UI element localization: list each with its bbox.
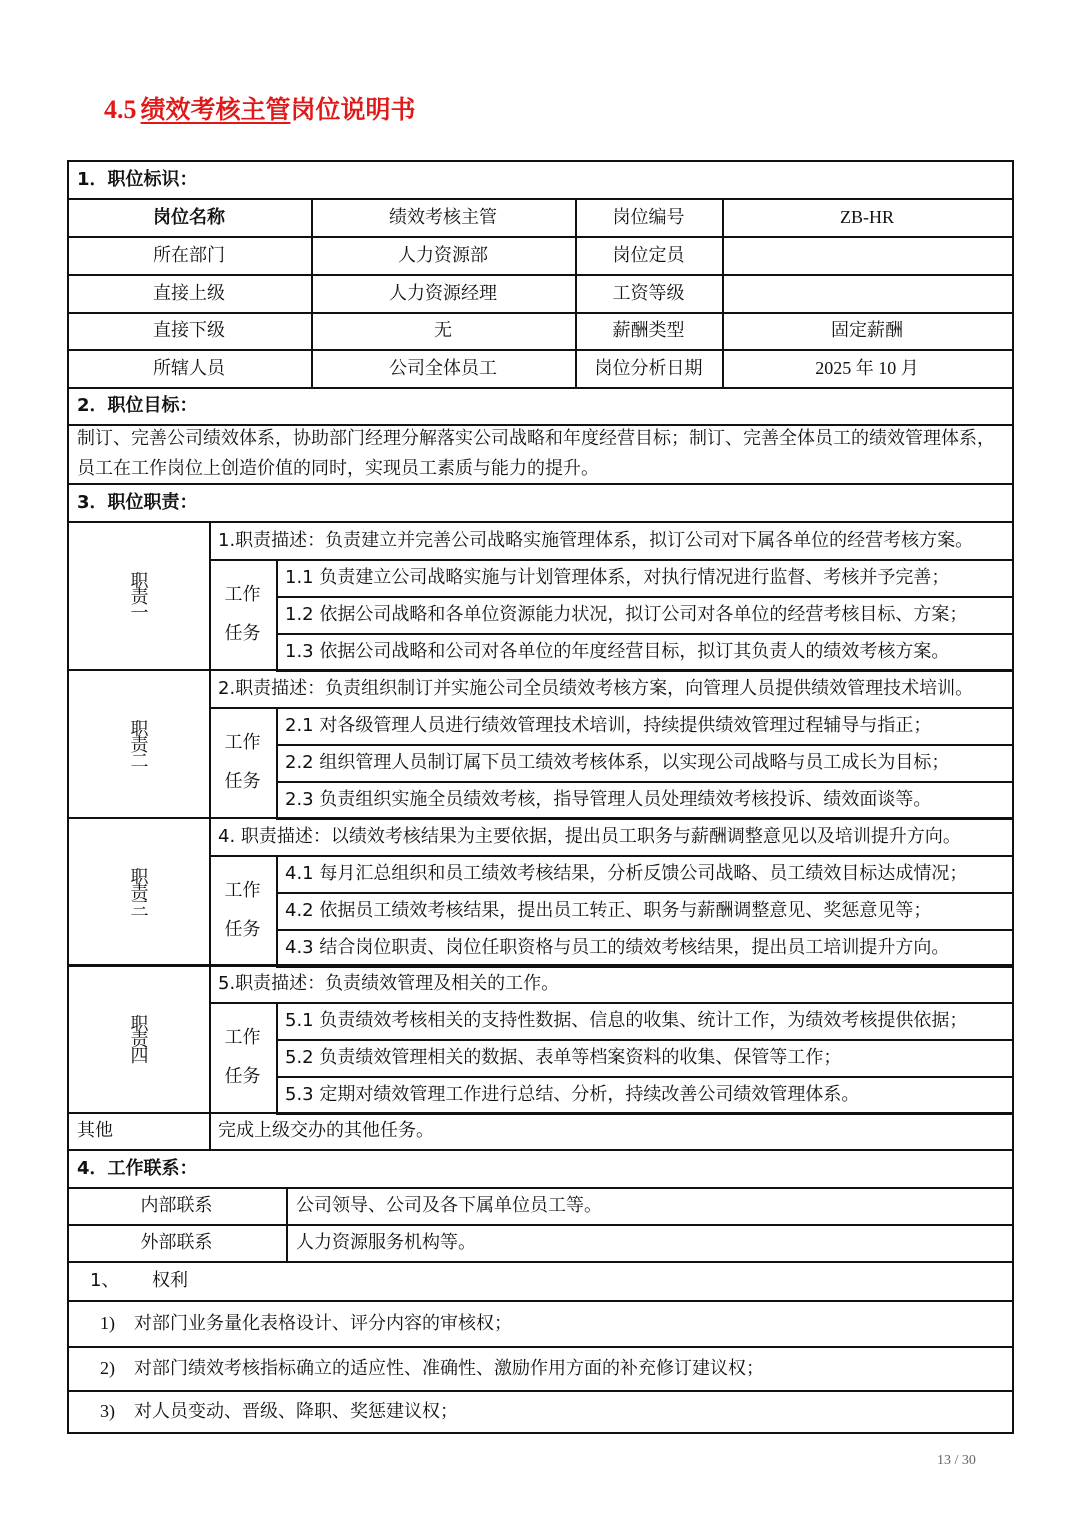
task-label-line: 工作 [224,1027,261,1048]
task-item: 4.2 依据员工绩效考核结果，提出员工转正、职务与薪酬调整意见、奖惩意见等； [285,900,932,921]
task-label [209,559,276,669]
section-number: 4.5 [104,95,137,124]
rights-number: 3) [100,1400,115,1421]
title-rest: 岗位说明书 [290,95,416,124]
task-item: 4.3 结合岗位职责、岗位任职资格与员工的绩效考核结果，提出员工培训提升方向。 [285,937,950,958]
task-item: 5.3 定期对绩效管理工作进行总结、分析，持续改善公司绩效管理体系。 [285,1084,860,1105]
page-title [104,90,416,126]
other-text: 完成上级交办的其他任务。 [218,1120,434,1141]
title-underlined: 绩效考核主管 [140,95,291,124]
task-item: 2.2 组织管理人员制订属下员工绩效考核体系，以实现公司战略与员工成长为目标； [285,752,950,773]
field-label: 岗位分析日期 [594,357,703,379]
field-value: 人力资源经理 [389,282,497,304]
task-label-line: 任务 [224,1066,261,1087]
field-label: 工资等级 [612,282,685,304]
task-label-line: 任务 [224,771,261,792]
field-value [722,274,1012,312]
rights-item: 对人员变动、晋级、降职、奖惩建议权； [134,1400,458,1422]
field-value: 2025 年 10 月 [815,357,919,378]
duty-description: 1.职责描述：负责建立并完善公司战略实施管理体系，拟订公司对下属各单位的经营考核方案。 [218,529,974,551]
rights-item: 对部门业务量化表格设计、评分内容的审核权； [134,1312,512,1334]
task-label [209,707,276,817]
field-value [722,236,1012,274]
task-label [209,855,276,965]
task-label-line: 工作 [224,584,261,605]
task-item: 5.2 负责绩效管理相关的数据、表单等档案资料的收集、保管等工作； [285,1047,842,1068]
other-label: 其他 [77,1120,113,1141]
contact-label: 外部联系 [140,1232,213,1253]
field-label: 直接下级 [153,320,225,341]
section-heading: 4．工作联系： [77,1157,198,1179]
rights-item: 对部门绩效考核指标确立的适应性、准确性、激励作用方面的补充修订建议权； [134,1357,764,1379]
task-label [209,1002,276,1112]
section-heading: 3．职位职责： [77,491,198,513]
field-label: 岗位编号 [612,206,685,228]
duty-description: 4. 职责描述：以绩效考核结果为主要依据，提出员工职务与薪酬调整意见以及培训提升方向。 [218,825,961,847]
task-item: 2.1 对各级管理人员进行绩效管理技术培训，持续提供绩效管理过程辅导与指正； [285,715,932,736]
field-value: 人力资源部 [398,244,488,266]
field-label: 岗位名称 [153,206,225,228]
task-label-line: 任务 [224,623,261,644]
contact-label: 内部联系 [140,1195,213,1216]
section-heading: 2．职位目标： [77,395,198,416]
task-label-line: 任务 [224,919,261,940]
task-item: 5.1 负责绩效考核相关的支持性数据、信息的收集、统计工作，为绩效考核提供依据； [285,1010,968,1031]
field-value: 无 [434,320,452,341]
field-value: ZB-HR [840,206,894,227]
task-item: 1.2 依据公司战略和各单位资源能力状况，拟订公司对各单位的经营考核目标、方案； [285,604,968,625]
page-number: 13 / 30 [937,1453,976,1468]
field-label: 直接上级 [153,282,225,304]
task-label-line: 工作 [224,880,261,901]
contact-value: 人力资源服务机构等。 [296,1232,476,1253]
field-value: 固定薪酬 [831,320,903,340]
field-label: 所辖人员 [153,357,225,379]
duty-label: 职责三 [127,867,149,915]
field-value: 绩效考核主管 [389,206,497,228]
field-label: 所在部门 [153,244,225,266]
duty-description: 2.职责描述：负责组织制订并实施公司全员绩效考核方案，向管理人员提供绩效管理技术培训。 [218,677,974,699]
section-heading: 权利 [152,1270,188,1291]
task-item: 1.1 负责建立公司战略实施与计划管理体系，对执行情况进行监督、考核并予完善； [285,567,950,588]
duty-label: 职责二 [127,719,149,767]
task-item: 2.3 负责组织实施全员绩效考核，指导管理人员处理绩效考核投诉、绩效面谈等。 [285,789,932,810]
rights-number: 1) [100,1312,115,1333]
task-item: 1.3 依据公司战略和公司对各单位的年度经营目标，拟订其负责人的绩效考核方案。 [285,641,950,662]
section-number: 1、 [90,1270,120,1291]
field-label: 薪酬类型 [612,320,685,341]
rights-number: 2) [100,1357,115,1378]
section-heading: 1．职位标识： [77,168,198,190]
duty-label: 职责一 [127,571,149,619]
objective-text: 制订、完善公司绩效体系，协助部门经理分解落实公司战略和年度经营目标；制订、完善全体员工的绩效管理体系，员工在工作岗位上创造价值的同时，实现员工素质与能力的提升。 [77,428,995,479]
field-label: 岗位定员 [612,244,685,266]
task-item: 4.1 每月汇总组织和员工绩效考核结果，分析反馈公司战略、员工绩效目标达成情况； [285,863,968,884]
field-value: 公司全体员工 [389,357,497,379]
duty-label: 职责四 [127,1014,149,1062]
task-label-line: 工作 [224,732,261,753]
duty-description: 5.职责描述：负责绩效管理及相关的工作。 [218,972,560,994]
contact-value: 公司领导、公司及各下属单位员工等。 [296,1195,602,1216]
